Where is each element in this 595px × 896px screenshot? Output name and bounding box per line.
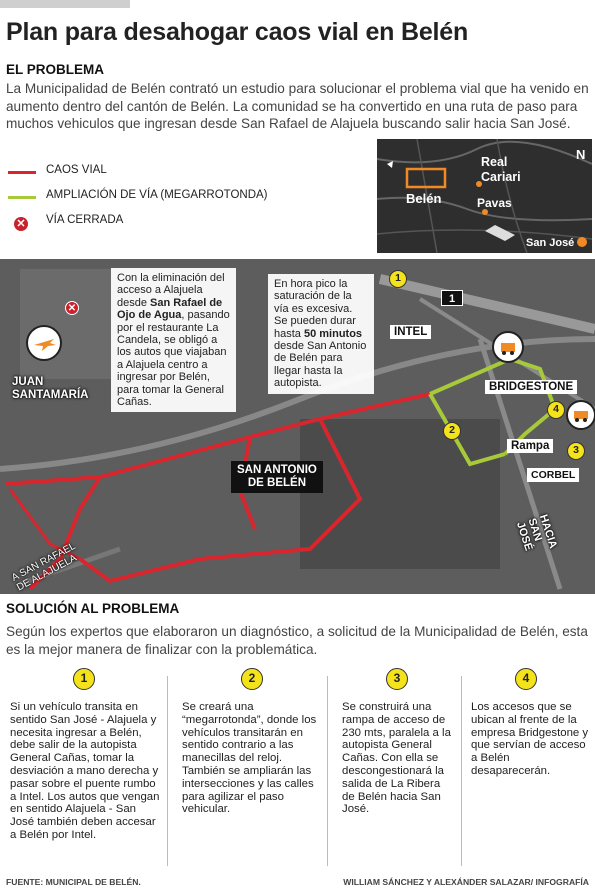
label-rampa: Rampa — [507, 439, 553, 453]
airplane-icon — [26, 325, 62, 361]
legend-item-ampliacion — [6, 189, 366, 214]
label-san-antonio: SAN ANTONIO DE BELÉN — [231, 461, 323, 493]
legend-label: CAOS VIAL — [46, 164, 107, 176]
page-title: Plan para desahogar caos vial en Belén — [6, 18, 469, 46]
legend-item-caos — [6, 164, 366, 189]
callout-bold-text: 50 minutos — [303, 327, 363, 340]
divider — [327, 676, 328, 866]
step-text: Se creará una “megarrotonda”, donde los vehículos transitarán en sentido contrario a las manecillas del reloj. También se ampliarán las intersecciones y las calles para agilizar el paso vehicular. — [182, 701, 317, 816]
step-number-badge: 4 — [515, 668, 537, 690]
legend-item-cerrada — [6, 214, 366, 239]
callout-bold-text: San Rafael de Ojo de Agua — [117, 296, 223, 322]
location-dot-icon — [577, 237, 587, 247]
label-corbel: CORBEL — [527, 468, 579, 482]
locator-label-pavas: Pavas — [477, 196, 512, 210]
top-accent-bar — [0, 0, 130, 8]
callout-text: Con la eliminación del acceso a Alajuela desde — [117, 272, 225, 309]
divider — [167, 676, 168, 866]
callout-text: En hora pico la saturación de la vía es excesiva. Se pueden durar hasta — [274, 278, 356, 340]
marker-3: 3 — [567, 442, 585, 460]
footer-source: FUENTE: MUNICIPAL DE BELÉN. — [6, 877, 141, 887]
label-juan-santamaria: JUAN SANTAMARÍA — [12, 376, 89, 401]
north-arrow-icon: N — [576, 147, 586, 162]
step-text: Si un vehículo transita en sentido San José - Alajuela y necesita ingresar a Belén, debe salir de la autopista General Cañas, tomar la desviación a mano derecha y pasar sobre el puente rumbo a Intel. Los autos que vengan en sentido Alajuela - San José también deben accesar a Belén por Intel. — [10, 701, 160, 841]
locator-label-san-jose: San José — [526, 237, 575, 249]
step-number-badge: 1 — [73, 668, 95, 690]
footer-credit: WILLIAM SÁNCHEZ Y ALEXÁNDER SALAZAR/ INFOGRAFÍA — [343, 877, 589, 887]
label-hacia-san-jose: HACIA SAN JOSÉ — [514, 513, 559, 553]
label-bridgestone: BRIDGESTONE — [485, 380, 577, 394]
label-intel: INTEL — [390, 325, 431, 339]
locator-label-real-cariari: Real Cariari — [481, 155, 521, 184]
locator-label-belen: Belén — [406, 191, 442, 206]
problem-text: La Municipalidad de Belén contrató un estudio para solucionar el problema vial que ha venido en aumento dentro del cantón de Belén. La comunidad se ha convertido en una ruta de paso para muchos vehiculos que ingresan desde San Rafael de Alajuela buscando salir hacia San José. — [6, 81, 589, 132]
map-legend — [6, 164, 366, 239]
red-line-swatch — [8, 171, 36, 174]
problem-heading: EL PROBLEMA — [6, 62, 105, 77]
aerial-map — [0, 259, 595, 594]
car-icon — [566, 400, 595, 430]
route-shield-icon: 1 — [441, 290, 463, 306]
green-line-swatch — [8, 196, 36, 199]
locator-map — [377, 139, 592, 253]
marker-2: 2 — [443, 422, 461, 440]
x-circle-icon: ✕ — [65, 301, 79, 315]
solution-text: Según los expertos que elaboraron un diagnóstico, a solicitud de la Municipalidad de Belén, esta es la mejor manera de finalizar con la problemática. — [6, 624, 588, 657]
step-number-badge: 2 — [241, 668, 263, 690]
solution-heading: SOLUCIÓN AL PROBLEMA — [6, 601, 180, 616]
step-text: Los accesos que se ubican al frente de la empresa Bridgestone y que servían de acceso a Belén desaparecerán. — [471, 701, 589, 777]
callout-san-rafael — [111, 268, 236, 412]
legend-label: VÍA CERRADA — [46, 214, 124, 226]
callout-text: desde San Antonio de Belén para llegar hasta la autopista. — [274, 340, 367, 390]
marker-4: 4 — [547, 401, 565, 419]
x-circle-icon: ✕ — [14, 217, 28, 231]
divider — [461, 676, 462, 866]
callout-hora-pico — [268, 274, 374, 394]
legend-label: AMPLIACIÓN DE VÍA (MEGARROTONDA) — [46, 189, 268, 201]
car-icon — [492, 331, 524, 363]
step-text: Se construirá una rampa de acceso de 230 mts, paralela a la autopista General Cañas. Con ella se descongestionará la salida de La Ribera de Belén hacia San José. — [342, 701, 451, 816]
callout-text: , pasando por el restaurante La Candela, se obligó a los autos que viajaban a Alajuela centro a ingresar por Belén, para tomar la General Cañas. — [117, 309, 230, 409]
label-a-san-rafael: A SAN RAFAEL DE ALAJUELA — [10, 540, 79, 594]
step-number-badge: 3 — [386, 668, 408, 690]
marker-1: 1 — [389, 270, 407, 288]
